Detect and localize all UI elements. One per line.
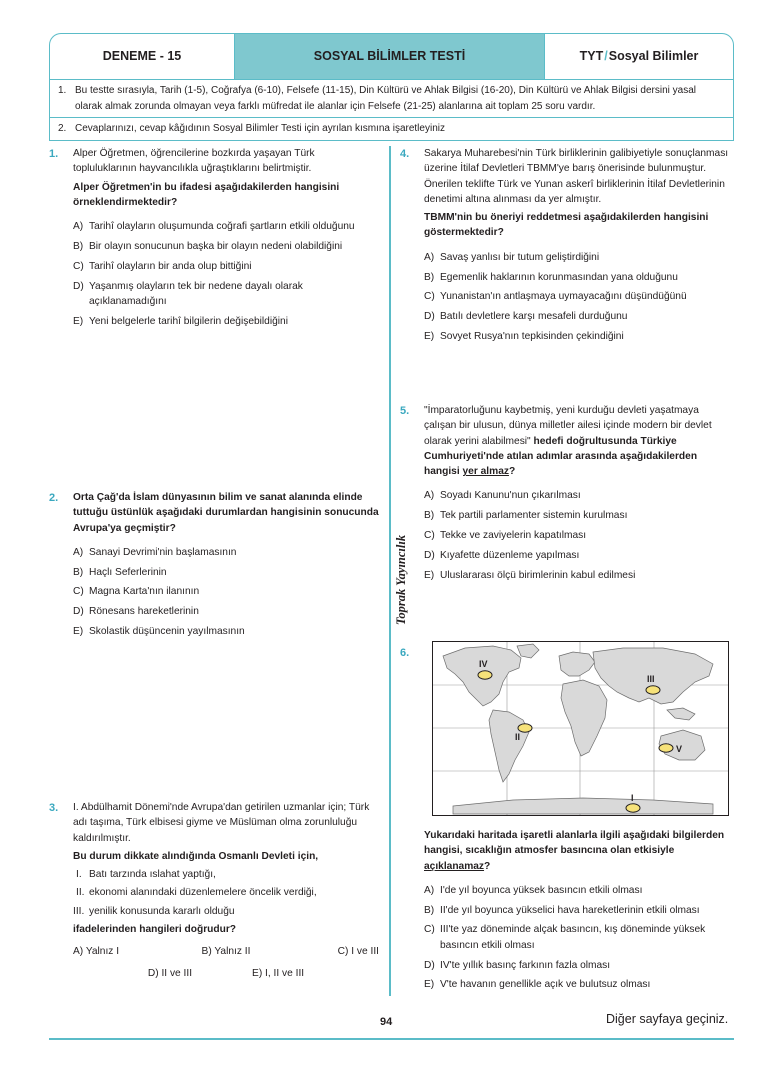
- option-d[interactable]: [424, 958, 732, 973]
- option-letter: A): [424, 251, 435, 263]
- africa: [561, 680, 607, 756]
- option-text: Batılı devletlere karşı mesafeli durduğunu: [440, 311, 628, 323]
- world-map-svg: [433, 642, 728, 815]
- option-letter: E): [73, 626, 84, 638]
- option-c[interactable]: [73, 584, 379, 599]
- option-e[interactable]: [424, 329, 732, 344]
- map-label-iv: IV: [479, 659, 488, 669]
- southeast-asia-islands: [667, 708, 695, 720]
- option-b[interactable]: [73, 239, 379, 254]
- question-4: [400, 146, 732, 349]
- stem-underline: açıklanamaz: [424, 860, 485, 872]
- option-a[interactable]: [73, 545, 379, 560]
- option-e[interactable]: [424, 568, 732, 583]
- instruction-number: 2.: [58, 123, 67, 134]
- question-1: [49, 146, 379, 333]
- option-text: IV'te yıllık basınç farkının fazla olması: [440, 959, 611, 971]
- option-c[interactable]: C) I ve III: [337, 946, 379, 958]
- option-e[interactable]: E) I, II ve III: [252, 967, 305, 979]
- option-letter: D): [73, 280, 84, 292]
- option-a[interactable]: [424, 488, 732, 503]
- instruction-item: [50, 117, 733, 140]
- option-text: V'te havanın genellikle açık ve bulutsuz olması: [440, 979, 651, 991]
- slash-divider: /: [604, 49, 608, 64]
- statement-text: ekonomi alanındaki düzenlemelere öncelik verdiği,: [89, 887, 317, 899]
- option-text: Tarihî olayların bir anda olup bittiğini: [89, 260, 252, 272]
- exam-label: DENEME - 15: [49, 33, 234, 80]
- statement-label: III.: [73, 905, 85, 917]
- option-b[interactable]: B) Yalnız II: [201, 946, 251, 958]
- map-label-v: V: [676, 744, 683, 754]
- question-stem: [424, 403, 732, 479]
- option-text: Yeni belgelerle tarihî bilgilerin değişebildiğini: [89, 315, 288, 327]
- option-letter: D): [73, 606, 84, 618]
- option-letter: A): [73, 221, 84, 233]
- option-letter: B): [424, 904, 435, 916]
- option-text: Sanayi Devrimi'nin başlamasının: [89, 546, 237, 558]
- question-stem: Alper Öğretmen'in bu ifadesi aşağıdakilerden hangisini örneklendirmektedir?: [73, 181, 340, 208]
- world-map: [432, 641, 729, 816]
- option-letter: D): [424, 311, 435, 323]
- question-number: 1.: [49, 148, 59, 160]
- option-a[interactable]: [73, 219, 379, 234]
- marker-iv: [478, 671, 492, 679]
- option-a[interactable]: A) Yalnız I: [73, 946, 120, 958]
- publisher-brand: Toprak Yayıncılık: [393, 534, 408, 626]
- option-letter: E): [73, 315, 84, 327]
- option-text: Yaşanmış olayların tek bir nedene dayalı olarak açıklanamadığını: [89, 280, 303, 307]
- instructions-box: [49, 80, 734, 141]
- option-text: Bir olayın sonucunun başka bir olayın nedeni olabildiğini: [89, 240, 343, 252]
- option-b[interactable]: [73, 565, 379, 580]
- option-letter: C): [424, 530, 435, 542]
- option-text: III'te yaz döneminde alçak basıncın, kış döneminde yüksek basıncın etkili olması: [440, 924, 706, 951]
- question-5: [400, 403, 732, 587]
- option-e[interactable]: [73, 624, 379, 639]
- option-text: I'de yıl boyunca yüksek basıncın etkili olması: [440, 884, 643, 896]
- question-stem: Orta Çağ'da İslam dünyasının bilim ve sanat alanında elinde tuttuğu üstünlük aşağıdaki durumlardan hangisinin sonucunda Avrupa'ya geçmiştir?: [73, 492, 379, 534]
- option-letter: C): [73, 260, 84, 272]
- question-stem: Bu durum dikkate alındığında Osmanlı Devleti için,: [73, 850, 319, 862]
- option-text: Yunanistan'ın antlaşmaya uymayacağını düşündüğünü: [440, 291, 687, 303]
- stem-underline: yer almaz: [462, 466, 509, 478]
- map-label-i: I: [631, 793, 634, 803]
- options-row-2: [73, 966, 379, 981]
- question-number: 6.: [400, 647, 410, 659]
- option-c[interactable]: [424, 528, 732, 543]
- option-text: Magna Karta'nın ilanının: [89, 586, 200, 598]
- option-d[interactable]: [73, 279, 379, 310]
- option-c[interactable]: [73, 259, 379, 274]
- statement-2: [73, 885, 379, 900]
- page-header: [49, 33, 734, 80]
- greenland: [517, 644, 539, 658]
- question-number: 5.: [400, 405, 410, 417]
- option-text: Haçlı Seferlerinin: [89, 566, 167, 578]
- option-a[interactable]: [424, 883, 732, 898]
- stem-end: ?: [484, 860, 491, 872]
- option-text: II'de yıl boyunca yükselici hava hareketlerinin etkili olması: [440, 904, 700, 916]
- question-3: [49, 800, 379, 981]
- option-e[interactable]: [73, 314, 379, 329]
- stem-end: ?: [508, 466, 516, 478]
- option-b[interactable]: [424, 903, 732, 918]
- option-letter: E): [424, 979, 435, 991]
- option-text: Tek partili parlamenter sistemin kurulması: [440, 510, 628, 522]
- question-text: I. Abdülhamit Dönemi'nde Avrupa'dan getirilen uzmanlar için; Türk adı taşıma, Türk elbisesi giyme ve Müslüman olma zorunluluğu kaldırılmıştır.: [73, 802, 370, 844]
- statement-label: I.: [76, 869, 82, 881]
- option-d[interactable]: [424, 548, 732, 563]
- option-letter: B): [424, 271, 435, 283]
- instruction-text: Bu testte sırasıyla, Tarih (1-5), Coğrafya (6-10), Felsefe (11-15), Din Kültürü ve Ahlak Bilgisi (16-20), Din Kültürü ve Ahlak Bilgisi dersini yasal olarak almak zorunda olmayan veya farklı müfredat ile alanlar için Felsefe (21-25) alanlarına ait toplam 25 soru vardır.: [75, 85, 697, 112]
- europe: [559, 652, 595, 676]
- option-text: Skolastik düşüncenin yayılmasının: [89, 626, 245, 638]
- question-text: Alper Öğretmen, öğrencilerine bozkırda yaşayan Türk topluluklarının hayvancılıkla uğraştıklarını belirtmiştir.: [73, 148, 315, 175]
- question-text: Sakarya Muharebesi'nin Türk birliklerinin galibiyetiyle sonuçlanması üzerine İtilaf Devletleri TBMM'ye barış önerisinde bulunmuştur. Önerilen teklifte Türk ve Yunan askerî birliklerinin İtilaf Devletlerinin denetimi altına alınması da yer almıştır.: [424, 148, 729, 205]
- option-text: Egemenlik haklarının korunmasından yana olduğunu: [440, 271, 678, 283]
- statement-text: Batı tarzında ıslahat yaptığı,: [89, 869, 216, 881]
- marker-iii: [646, 686, 660, 694]
- quote-text: "İmparatorluğunu kaybetmiş, yeni kurduğu devleti yaşatmaya çalışan bir ulusun, dünya milletler ailesi içinde modern bir devlet olarak yerini alabilmesi": [424, 405, 712, 447]
- option-letter: D): [424, 549, 435, 561]
- option-text: Sovyet Rusya'nın tepkisinden çekindiğini: [440, 330, 624, 342]
- stem-main: Yukarıdaki haritada işaretli alanlarla ilgili aşağıdaki bilgilerden hangisi, sıcaklığın atmosfer basıncına olan etkisiyle: [424, 830, 725, 857]
- question-stem: [424, 828, 732, 874]
- page-number: 94: [380, 1016, 393, 1028]
- option-letter: A): [424, 490, 435, 502]
- statement-label: II.: [76, 887, 85, 899]
- option-c[interactable]: [424, 922, 732, 953]
- option-letter: E): [424, 330, 435, 342]
- option-letter: C): [424, 924, 435, 936]
- option-text: Rönesans hareketlerinin: [89, 606, 199, 618]
- section-sub: Sosyal Bilimler: [608, 49, 699, 64]
- map-label-ii: II: [515, 732, 521, 742]
- question-6: [400, 828, 732, 997]
- option-letter: B): [424, 510, 435, 522]
- instruction-item: [50, 80, 733, 117]
- option-text: Savaş yanlısı bir tutum geliştirdiğini: [440, 251, 600, 263]
- option-text: Kıyafette düzenleme yapılması: [440, 549, 580, 561]
- stem-bold: hedefi doğrultusunda Türkiye Cumhuriyeti'nde atılan adımlar arasında aşağıdakilerden hangisi: [424, 435, 698, 478]
- option-letter: B): [73, 566, 84, 578]
- antarctica: [453, 798, 713, 814]
- option-text: Uluslararası ölçü birimlerinin kabul edilmesi: [440, 569, 636, 581]
- marker-i: [626, 804, 640, 812]
- option-a[interactable]: [424, 250, 732, 265]
- option-letter: D): [424, 959, 435, 971]
- instruction-number: 1.: [58, 85, 67, 96]
- next-page-text: Diğer sayfaya geçiniz.: [606, 1012, 729, 1026]
- option-text: Tarihî olayların oluşumunda coğrafi şartların etkili olduğunu: [89, 221, 355, 233]
- question-number: 2.: [49, 492, 59, 504]
- instruction-text: Cevaplarınızı, cevap kâğıdının Sosyal Bilimler Testi için ayrılan kısmına işaretleyiniz: [75, 123, 445, 134]
- marker-v: [659, 744, 673, 752]
- option-d[interactable]: [424, 309, 732, 324]
- options-row-1: [73, 944, 379, 959]
- option-d[interactable]: D) II ve III: [147, 967, 193, 979]
- statement-3: [73, 904, 379, 919]
- option-text: Soyadı Kanunu'nun çıkarılması: [440, 490, 581, 502]
- option-d[interactable]: [73, 604, 379, 619]
- option-letter: A): [424, 884, 435, 896]
- test-title: SOSYAL BİLİMLER TESTİ: [234, 33, 545, 80]
- footer-line: [49, 1038, 734, 1040]
- section-main: TYT: [579, 49, 604, 64]
- option-letter: A): [73, 546, 84, 558]
- option-text: Tekke ve zaviyelerin kapatılması: [440, 530, 587, 542]
- question-number: 3.: [49, 802, 59, 814]
- option-letter: B): [73, 240, 84, 252]
- question-conclusion: ifadelerinden hangileri doğrudur?: [73, 924, 237, 936]
- option-e[interactable]: [424, 977, 732, 992]
- statement-text: yenilik konusunda kararlı olduğu: [89, 905, 235, 917]
- option-c[interactable]: [424, 289, 732, 304]
- map-label-iii: III: [647, 674, 655, 684]
- question-stem: TBMM'nin bu öneriyi reddetmesi aşağıdakilerden hangisini göstermektedir?: [424, 212, 709, 239]
- option-b[interactable]: [424, 270, 732, 285]
- question-number: 4.: [400, 148, 410, 160]
- section-label: [545, 33, 734, 80]
- question-2: [49, 490, 379, 644]
- option-b[interactable]: [424, 508, 732, 523]
- marker-ii: [518, 724, 532, 732]
- option-letter: C): [424, 291, 435, 303]
- continents: [443, 644, 713, 814]
- statement-1: [73, 867, 379, 882]
- option-letter: C): [73, 586, 84, 598]
- option-letter: E): [424, 569, 435, 581]
